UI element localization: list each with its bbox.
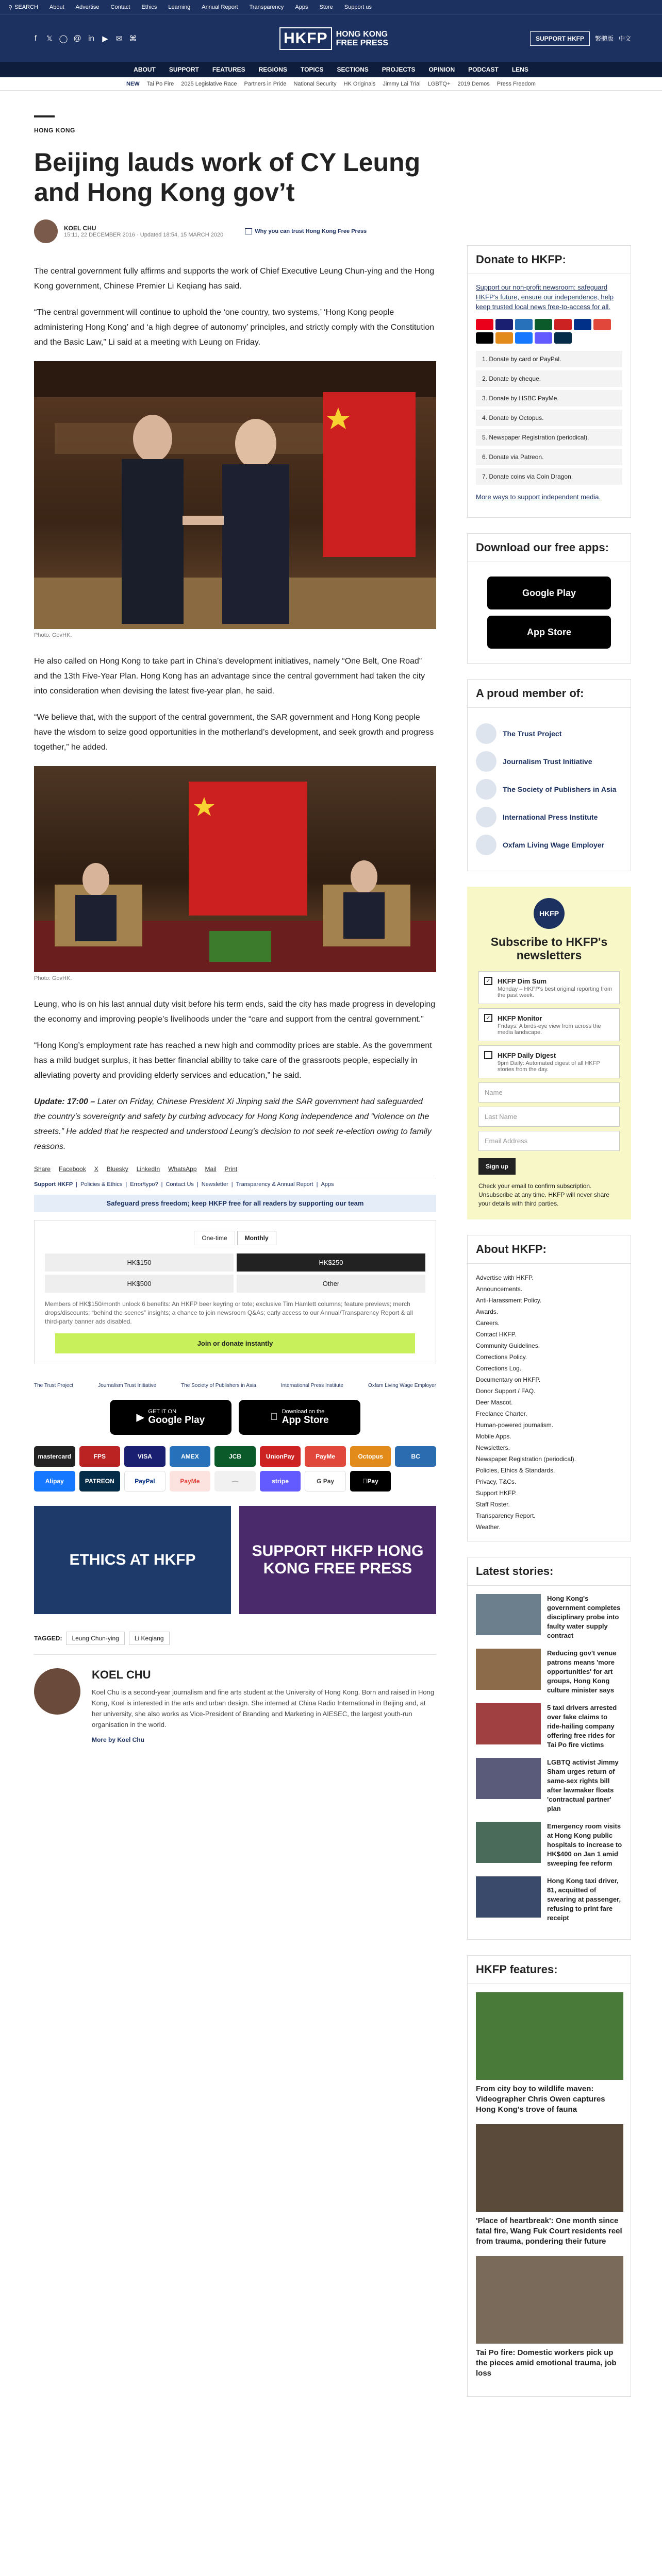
donation-methods [476, 351, 622, 485]
share-whatsapp[interactable]: WhatsApp [168, 1165, 197, 1173]
article-photo [34, 766, 436, 972]
sidebar [467, 115, 631, 2412]
about-link[interactable]: Corrections Policy. [476, 1353, 527, 1361]
paragraph: Leung, who is on his last annual duty visit before his term ends, said the city has made progress in developing the economy and improving people’s livelihoods under the “care and support from the central government.” [34, 1000, 436, 1024]
trust-link[interactable]: Why you can trust Hong Kong Free Press [245, 228, 367, 234]
latest-story[interactable]: Emergency room visits at Hong Kong public hospitals to increase to HK$400 on Jan 1 amid sweeping fee reform [476, 1822, 622, 1868]
about-list [468, 1264, 631, 1541]
latest-story[interactable]: LGBTQ activist Jimmy Sham urges return of same-sex rights bill after lawmaker floats 'contractual partner' plan [476, 1758, 622, 1814]
photo-meeting-room [34, 766, 436, 972]
about-link[interactable]: Staff Roster. [476, 1501, 510, 1508]
visa-logo: VISA [124, 1446, 166, 1467]
last-name-input[interactable]: Last Name [478, 1107, 620, 1127]
x-icon[interactable]: 𝕏 [46, 34, 53, 43]
about-link[interactable]: Anti-Harassment Policy. [476, 1297, 542, 1304]
monthly-tab[interactable]: Monthly [237, 1231, 276, 1245]
stripe-logo: stripe [260, 1471, 301, 1492]
threads-icon[interactable]: @ [73, 33, 81, 43]
member-org[interactable]: The Trust Project [476, 723, 622, 744]
email-icon[interactable]: ✉ [115, 34, 123, 43]
about-link[interactable]: Contact HKFP. [476, 1331, 517, 1338]
newsletter-option[interactable]: ✓ HKFP Dim Sum Monday – HKFP's best original reporting from the past week. [478, 971, 620, 1004]
about-link[interactable]: Advertise with HKFP. [476, 1274, 534, 1281]
sopa-logo[interactable]: The Society of Publishers in Asia [181, 1383, 256, 1388]
newsletter-fineprint: Check your email to confirm subscription. Unsubscribe at any time. HKFP will never share your details with third parties. [478, 1182, 609, 1207]
topbar-learning[interactable]: Learning [168, 4, 191, 10]
footer-link[interactable]: Transparency & Annual Report [236, 1181, 313, 1188]
paragraph: The central government fully affirms and supports the work of Chief Executive Leung Chun-ying and the Hong Kong government, Chinese Premier Li Keqiang has said. [34, 267, 435, 291]
share-button[interactable]: Share [34, 1165, 51, 1173]
card-logo [476, 332, 493, 344]
support-banner[interactable]: SUPPORT HKFP HONG KONG FREE PRESS [239, 1506, 436, 1614]
hkfp-badge-icon: HKFP [534, 898, 565, 929]
latest-story[interactable]: Reducing gov't venue patrons means 'more opportunities' for art groups, Hong Kong culture minister says [476, 1649, 622, 1695]
support-hkfp-button[interactable]: SUPPORT HKFP [530, 31, 590, 46]
donate-panel [467, 245, 631, 518]
donation-method[interactable]: 4. Donate by Octopus. [476, 410, 622, 426]
card-logo [535, 319, 552, 330]
about-link[interactable]: Documentary on HKFP. [476, 1376, 541, 1383]
footer-link[interactable]: Contact Us [166, 1181, 194, 1188]
blank-payment-logo: — [214, 1471, 256, 1492]
donation-method[interactable]: 1. Donate by card or PayPal. [476, 351, 622, 367]
trending-bar [0, 77, 662, 91]
about-link[interactable]: Mobile Apps. [476, 1433, 511, 1440]
story-thumbnail [476, 1649, 541, 1690]
about-link[interactable]: Transparency Report. [476, 1512, 536, 1519]
article-category[interactable]: HONG KONG [34, 127, 75, 134]
trending-item[interactable]: Tai Po Fire [146, 80, 174, 87]
latest-panel [467, 1557, 631, 1940]
masthead-actions [530, 31, 631, 46]
footer-link[interactable]: Error/typo? [130, 1181, 158, 1188]
topbar-ethics[interactable]: Ethics [141, 4, 157, 10]
play-icon: ▶ [136, 1412, 144, 1423]
more-ways-link[interactable]: More ways to support independent media. [476, 493, 601, 501]
tags-row [34, 1632, 436, 1645]
one-time-tab[interactable]: One-time [194, 1231, 235, 1245]
name-input[interactable]: Name [478, 1082, 620, 1103]
feature-story[interactable]: Tai Po fire: Domestic workers pick up the pieces amid emotional trauma, job loss [476, 2256, 622, 2379]
topbar-apps[interactable]: Apps [295, 4, 308, 10]
share-linkedin[interactable]: LinkedIn [136, 1165, 160, 1173]
story-thumbnail [476, 1822, 541, 1863]
features-panel [467, 1955, 631, 2397]
apple-icon [270, 1412, 277, 1423]
language-link[interactable]: 繁體版 [594, 35, 614, 42]
topbar-contact[interactable]: Contact [110, 4, 130, 10]
tag[interactable]: Leung Chun-ying [66, 1632, 124, 1645]
about-link[interactable]: Newspaper Registration (periodical). [476, 1455, 576, 1463]
paragraph: “We believe that, with the support of the central government, the SAR government and Hong Kong people have the wisdom to seize good opportunities in the motherland’s development, and seek growth and progress together,” he added. [34, 713, 434, 752]
tags-label: TAGGED: [34, 1635, 62, 1642]
photo-caption: Photo: GovHK. [34, 975, 72, 981]
article [34, 115, 436, 2412]
story-thumbnail [476, 1703, 541, 1744]
google-pay-logo: G Pay [305, 1471, 346, 1492]
member-org[interactable]: Journalism Trust Initiative [476, 751, 622, 772]
share-bluesky[interactable]: Bluesky [106, 1165, 128, 1173]
member-org[interactable]: The Society of Publishers in Asia [476, 779, 622, 800]
topbar-support[interactable]: Support us [344, 4, 372, 10]
trending-item[interactable]: LGBTQ+ [427, 80, 451, 87]
author-bio-name[interactable]: KOEL CHU [92, 1668, 151, 1681]
trust-project-logo[interactable]: The Trust Project [34, 1383, 74, 1388]
top-utility-bar [0, 0, 662, 14]
amount-option[interactable]: Other [237, 1275, 425, 1293]
ipi-logo[interactable]: International Press Institute [280, 1383, 343, 1388]
masthead [0, 14, 662, 62]
amount-option-selected[interactable]: HK$250 [237, 1253, 425, 1272]
update-paragraph: Update: 17:00 – Later on Friday, Chinese President Xi Jinping said the SAR government had safeguarded the country’s sovereignty and safety by curbing advocacy for Hong Kong independence and “violence on the streets.” He added that he respected and understood Leung’s decision to not seek re-election owing to family reasons. [34, 1097, 432, 1151]
nav-sections[interactable]: SECTIONS [337, 66, 369, 73]
jti-icon [476, 751, 496, 772]
trending-item[interactable]: Press Freedom [496, 80, 536, 87]
ethics-banner[interactable]: ETHICS AT HKFP [34, 1506, 231, 1614]
card-logo [495, 319, 513, 330]
about-link[interactable]: Newsletters. [476, 1444, 510, 1451]
feature-thumbnail [476, 2124, 623, 2212]
page-body [0, 115, 662, 2412]
amount-option[interactable]: HK$150 [45, 1253, 234, 1272]
paragraph: “The central government will continue to uphold the ‘one country, two systems,’ ‘Hong Kong people administering Hong Kong’ and ‘a high degree of autonomy’ principles, and strictly comply with the Constitution and the Basic Law,” Li said at a meeting with Leung on Friday. [34, 308, 435, 347]
nav-topics[interactable]: TOPICS [300, 66, 324, 73]
ipi-icon [476, 807, 496, 827]
author-bio [34, 1654, 436, 1743]
about-panel [467, 1235, 631, 1541]
checkbox-checked-icon[interactable]: ✓ [484, 977, 492, 985]
trending-item[interactable]: 2025 Legislative Race [181, 80, 237, 87]
member-org[interactable]: Oxfam Living Wage Employer [476, 835, 622, 855]
about-link[interactable]: Human-powered journalism. [476, 1421, 554, 1429]
app-store-button[interactable]: App Store [487, 616, 611, 649]
donate-intro-link[interactable]: Support our non-profit newsroom: safeguard HKFP's future, ensure our independence, help keep trusted local news free-to-access for all. [476, 283, 614, 311]
nav-opinion[interactable]: OPINION [428, 66, 455, 73]
about-link[interactable]: Awards. [476, 1308, 499, 1315]
share-mail[interactable]: Mail [205, 1165, 217, 1173]
checkbox-checked-icon[interactable]: ✓ [484, 1014, 492, 1022]
membership-description: Members of HK$150/month unlock 6 benefits: An HKFP beer keyring or tote; exclusive Tim Hamlett columns; feature previews; merch drops/discounts; “behind the scenes” insights; a chance to join newsroom Q&As; early access to our Annual/Transparency Report & all third-party banner ads disabled. [45, 1300, 413, 1325]
card-logo [476, 319, 493, 330]
feature-thumbnail [476, 1992, 623, 2080]
nav-features[interactable]: FEATURES [212, 66, 245, 73]
newsletter-option[interactable]: HKFP Daily Digest 9pm Daily: Automated digest of all HKFP stories from the day. [478, 1045, 620, 1078]
story-thumbnail [476, 1594, 541, 1635]
story-thumbnail [476, 1758, 541, 1799]
app-store-buttons [34, 1400, 436, 1435]
paypal-logo: PayPal [124, 1471, 166, 1492]
about-link[interactable]: Community Guidelines. [476, 1342, 540, 1349]
apps-panel [467, 533, 631, 664]
trust-project-icon [476, 723, 496, 744]
chinese-link[interactable]: 中文 [618, 35, 631, 42]
donate-heading: Donate to HKFP: [468, 246, 631, 274]
update-label: Update: 17:00 – [34, 1097, 95, 1106]
new-badge: NEW [126, 80, 140, 87]
card-logo [574, 319, 591, 330]
about-link[interactable]: Donor Support / FAQ. [476, 1387, 536, 1395]
feature-story[interactable]: 'Place of heartbreak': One month since fatal fire, Wang Fuk Court residents reel from trauma, pondering their future [476, 2124, 622, 2247]
patreon-logo: PATREON [79, 1471, 121, 1492]
article-footer-links: Support HKFP | Policies & Ethics | Error/typo? | Contact Us | Newsletter | Transparency & Annual Report | Apps [34, 1178, 436, 1188]
donation-method[interactable]: 5. Newspaper Registration (periodical). [476, 429, 622, 446]
apple-pay-logo: Pay [350, 1471, 391, 1492]
amount-option[interactable]: HK$500 [45, 1275, 234, 1293]
search-button[interactable]: ⚲ SEARCH [8, 4, 38, 11]
footer-link[interactable]: Apps [321, 1181, 334, 1188]
author-name[interactable]: KOEL CHU [64, 225, 96, 232]
topbar-advertise[interactable]: Advertise [75, 4, 100, 10]
footer-link[interactable]: Support HKFP [34, 1181, 73, 1188]
app-store-button[interactable]: Download on the App Store [239, 1400, 360, 1435]
footer-link[interactable]: Policies & Ethics [80, 1181, 123, 1188]
frequency-toggle [45, 1231, 425, 1245]
nav-podcast[interactable]: PODCAST [468, 66, 499, 73]
member-org[interactable]: International Press Institute [476, 807, 622, 827]
donation-method[interactable]: 2. Donate by cheque. [476, 370, 622, 387]
nav-support[interactable]: SUPPORT [169, 66, 199, 73]
member-heading: A proud member of: [468, 680, 631, 708]
more-by-author-link[interactable]: More by Koel Chu [92, 1736, 145, 1743]
card-logo [554, 319, 572, 330]
donate-widget [34, 1220, 436, 1364]
social-links [31, 34, 138, 43]
publish-date: 15:11, 22 DECEMBER 2016 · Updated 18:54, 15 MARCH 2020 [64, 232, 224, 238]
author-avatar[interactable] [34, 219, 58, 243]
rss-icon[interactable]: ⌘ [129, 34, 137, 43]
unionpay-logo: UnionPay [260, 1446, 301, 1467]
donation-method[interactable]: 6. Donate via Patreon. [476, 449, 622, 465]
author-bio-avatar[interactable] [34, 1668, 80, 1715]
fps-logo: FPS [79, 1446, 121, 1467]
share-x[interactable]: X [94, 1165, 98, 1173]
main-nav [0, 62, 662, 77]
about-link[interactable]: Policies, Ethics & Standards. [476, 1467, 555, 1474]
paragraph: He also called on Hong Kong to take part in China’s development initiatives, namely “One Belt, One Road” and the 13th Five-Year Plan. Hong Kong has an advantage since the central government had taken the city into consideration when devising the latest five-year plan, he said. [34, 657, 425, 696]
donation-method[interactable]: 3. Donate by HSBC PayMe. [476, 390, 622, 406]
topbar-transparency[interactable]: Transparency [249, 4, 284, 10]
join-button[interactable]: Join or donate instantly [55, 1333, 415, 1353]
jcb-logo: JCB [214, 1446, 256, 1467]
member-logos-row [34, 1383, 436, 1388]
card-logo [593, 319, 611, 330]
payme-logo: PayMe [305, 1446, 346, 1467]
about-link[interactable]: Careers. [476, 1319, 500, 1327]
kicker-rule [34, 115, 55, 117]
share-facebook[interactable]: Facebook [59, 1165, 86, 1173]
card-logos [476, 319, 622, 344]
payment-methods [34, 1446, 436, 1492]
nav-projects[interactable]: PROJECTS [382, 66, 416, 73]
about-link[interactable]: Corrections Log. [476, 1365, 522, 1372]
nav-lens[interactable]: LENS [511, 66, 528, 73]
octopus-logo: Octopus [350, 1446, 391, 1467]
about-link[interactable]: Announcements. [476, 1285, 523, 1293]
topbar-annual-report[interactable]: Annual Report [202, 4, 238, 10]
author-bio-text: Koel Chu is a second-year journalism and fine arts student at the University of Hong Kong. Born and raised in Hong Kong, Koel is interested in the arts and urban design. She interned at China Radio International in Beijing and, at her university, she also works as Vice-President of Branding and Marketing in AIESEC, the largest youth-run organisation in the world. [92, 1688, 435, 1728]
latest-story[interactable]: 5 taxi drivers arrested over fake claims to ride-hailing company offering free rides for Tai Po fire victims [476, 1703, 622, 1750]
amex-logo: AMEX [170, 1446, 211, 1467]
newsletter-panel [467, 887, 631, 1219]
bc-logo: BC [395, 1446, 436, 1467]
trust-icon [245, 228, 252, 234]
google-play-button[interactable]: ▶ GET IT ON Google Play [110, 1400, 231, 1435]
article-photo [34, 361, 436, 629]
apps-heading: Download our free apps: [468, 534, 631, 562]
newsletter-option[interactable]: ✓ HKFP Monitor Fridays: A birds-eye view from across the media landscape. [478, 1008, 620, 1041]
card-logo [515, 319, 533, 330]
photo-leaders-handshake [34, 361, 436, 629]
share-bar [34, 1165, 436, 1173]
linkedin-icon[interactable]: in [88, 33, 94, 43]
member-panel [467, 679, 631, 871]
checkbox-icon[interactable] [484, 1051, 492, 1059]
alipay-logo: Alipay [34, 1471, 75, 1492]
card-logo [554, 332, 572, 344]
google-play-button[interactable]: Google Play [487, 577, 611, 609]
search-icon: ⚲ [8, 4, 13, 11]
article-title: Beijing lauds work of CY Leung and Hong Kong gov’t [34, 148, 421, 207]
trending-item[interactable]: Partners in Pride [244, 80, 287, 87]
signup-button[interactable]: Sign up [478, 1158, 516, 1175]
youtube-icon[interactable]: ▶ [102, 34, 108, 43]
oxfam-icon [476, 835, 496, 855]
payme-logo-alt: PayMe [170, 1471, 211, 1492]
about-heading: About HKFP: [468, 1235, 631, 1264]
latest-story[interactable]: Hong Kong taxi driver, 81, acquitted of swearing at passenger, refusing to print fare receipt [476, 1876, 622, 1923]
story-thumbnail [476, 1876, 541, 1918]
feature-thumbnail [476, 2256, 623, 2344]
sopa-icon [476, 779, 496, 800]
card-logo [515, 332, 533, 344]
tag[interactable]: Li Keqiang [129, 1632, 170, 1645]
site-logo[interactable]: HKFP HONG KONG FREE PRESS [279, 27, 388, 50]
card-logo [535, 332, 552, 344]
donation-method[interactable]: 7. Donate coins via Coin Dragon. [476, 468, 622, 485]
safeguard-banner[interactable]: Safeguard press freedom; keep HKFP free for all readers by supporting our team [34, 1195, 436, 1212]
feature-story[interactable]: From city boy to wildlife maven: Videographer Chris Owen captures Hong Kong's trove of fauna [476, 1992, 622, 2115]
about-link[interactable]: Freelance Charter. [476, 1410, 527, 1417]
paragraph: “Hong Kong’s employment rate has reached a new high and commodity prices are stable. As the government has a mild budget surplus, it has better financial ability to take care of the grassroots people, especially in alleviating poverty and providing elderly services and education,” he said. [34, 1041, 432, 1080]
features-heading: HKFP features: [468, 1956, 631, 1984]
card-logo [495, 332, 513, 344]
trending-item[interactable]: Jimmy Lai Trial [383, 80, 421, 87]
newsletter-heading: Subscribe to HKFP's newsletters [490, 935, 608, 962]
footer-link[interactable]: Newsletter [201, 1181, 228, 1188]
byline [34, 219, 436, 243]
about-link[interactable]: Support HKFP. [476, 1489, 517, 1497]
promo-banners [34, 1506, 436, 1614]
about-link[interactable]: Weather. [476, 1523, 501, 1531]
jti-logo[interactable]: Journalism Trust Initiative [98, 1383, 157, 1388]
amount-options [45, 1253, 425, 1293]
nav-about[interactable]: ABOUT [134, 66, 156, 73]
trending-item[interactable]: HK Originals [343, 80, 376, 87]
nav-regions[interactable]: REGIONS [258, 66, 287, 73]
facebook-icon[interactable]: f [34, 33, 37, 43]
latest-heading: Latest stories: [468, 1557, 631, 1586]
mastercard-logo: mastercard [34, 1446, 75, 1467]
share-print[interactable]: Print [224, 1165, 238, 1173]
trending-item[interactable]: 2019 Demos [457, 80, 490, 87]
photo-caption: Photo: GovHK. [34, 632, 72, 638]
email-input[interactable]: Email Address [478, 1131, 620, 1151]
topbar-about[interactable]: About [49, 4, 64, 10]
latest-story[interactable]: Hong Kong's government completes disciplinary probe into faulty water supply contract [476, 1594, 622, 1640]
trending-item[interactable]: National Security [293, 80, 337, 87]
instagram-icon[interactable]: ◯ [59, 34, 68, 43]
about-link[interactable]: Deer Mascot. [476, 1399, 513, 1406]
oxfam-logo[interactable]: Oxfam Living Wage Employer [368, 1383, 436, 1388]
about-link[interactable]: Privacy, T&Cs. [476, 1478, 517, 1485]
topbar-store[interactable]: Store [319, 4, 333, 10]
